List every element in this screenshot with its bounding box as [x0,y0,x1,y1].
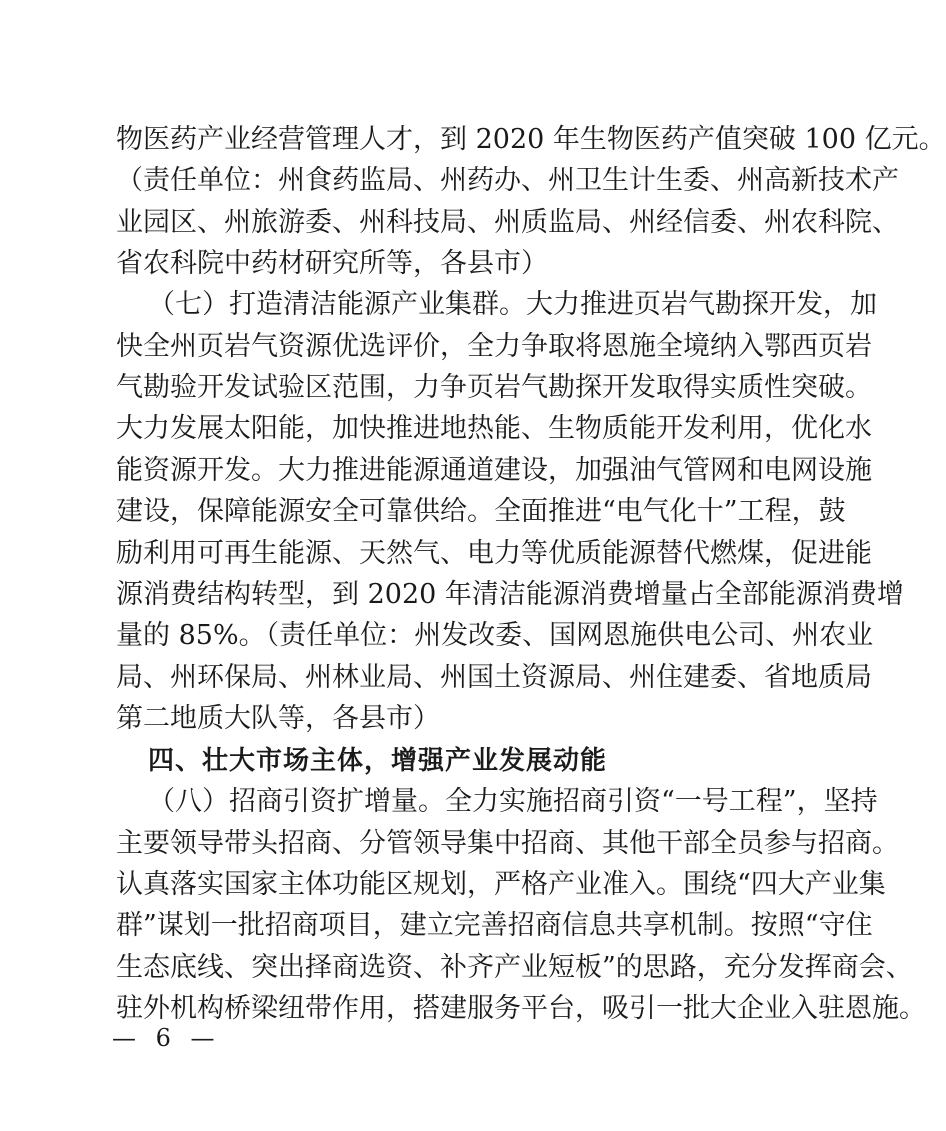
text-line: 物医药产业经营管理人才，到 2020 年生物医药产值突破 100 亿元。 [116,124,946,155]
page-number: — 6 — [112,1024,221,1052]
text-line: （责任单位：州食药监局、州药办、州卫生计生委、州高新技术产 [116,165,899,196]
text-line: 局、州环保局、州林业局、州国土资源局、州住建委、省地质局 [116,662,872,693]
text-line: 生态底线、突出择商选资、补齐产业短板”的思路，充分发挥商会、 [116,952,913,983]
text-line: 业园区、州旅游委、州科技局、州质监局、州经信委、州农科院、 [116,207,899,238]
text-line: 量的 85%。（责任单位：州发改委、国网恩施供电公司、州农业 [116,620,874,651]
text-line: 主要领导带头招商、分管领导集中招商、其他干部全员参与招商。 [116,828,899,859]
section-heading: 四、壮大市场主体，增强产业发展动能 [148,746,608,776]
text-line: 建设，保障能源安全可靠供给。全面推进“电气化十”工程，鼓 [116,496,846,527]
text-line: 快全州页岩气资源优选评价，全力争取将恩施全境纳入鄂西页岩 [116,331,872,362]
text-line: 能资源开发。大力推进能源通道建设，加强油气管网和电网设施 [116,455,872,486]
text-line: 省农科院中药材研究所等，各县市） [116,248,548,279]
text-line: 大力发展太阳能，加快推进地热能、生物质能开发利用，优化水 [116,413,872,444]
text-line: 群”谋划一批招商项目，建立完善招商信息共享机制。按照“守住 [116,910,873,941]
text-line: 气勘验开发试验区范围，力争页岩气勘探开发取得实质性突破。 [116,372,872,403]
text-line: （八）招商引资扩增量。全力实施招商引资“一号工程”，坚持 [148,786,878,817]
text-line: 源消费结构转型，到 2020 年清洁能源消费增量占全部能源消费增 [116,579,904,610]
text-line: 励利用可再生能源、天然气、电力等优质能源替代燃煤，促进能 [116,538,872,569]
text-line: 第二地质大队等，各县市） [116,703,440,734]
text-line: 认真落实国家主体功能区规划，严格产业准入。围绕“四大产业集 [116,869,886,900]
text-line: （七）打造清洁能源产业集群。大力推进页岩气勘探开发，加 [148,289,877,320]
text-line: 驻外机构桥梁纽带作用，搭建服务平台，吸引一批大企业入驻恩施。 [116,993,926,1024]
